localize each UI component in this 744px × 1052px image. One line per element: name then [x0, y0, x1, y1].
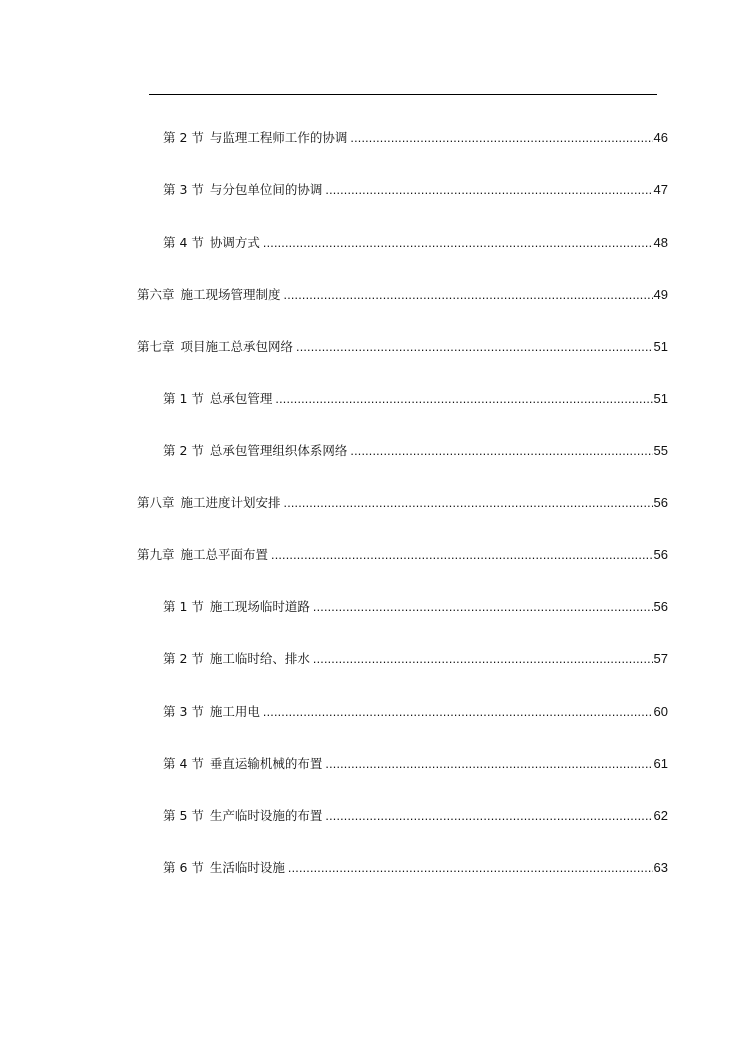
toc-entry-section[interactable] — [163, 704, 668, 720]
toc-entry-page: 56 — [653, 547, 668, 562]
toc-entry-page: 56 — [653, 495, 668, 510]
toc-entry-section[interactable] — [163, 808, 668, 824]
toc-entry-prefix: 第 3 节 — [163, 182, 204, 197]
toc-entry-page: 61 — [653, 756, 668, 771]
toc-leader-dots — [296, 339, 653, 355]
toc-entry-page: 57 — [653, 651, 668, 666]
toc-leader-dots — [325, 756, 652, 772]
toc-entry-prefix: 第九章 — [137, 547, 175, 562]
toc-entry-title: 施工现场管理制度 — [180, 287, 281, 302]
toc-entry-page: 49 — [653, 287, 668, 302]
toc-entry-section[interactable] — [163, 235, 668, 251]
toc-leader-dots — [275, 391, 652, 407]
toc-entry-title: 施工进度计划安排 — [180, 495, 281, 510]
toc-entry-chapter[interactable] — [137, 495, 668, 511]
toc-entry-section[interactable] — [163, 756, 668, 772]
toc-entry-section[interactable] — [163, 599, 668, 615]
toc-leader-dots — [288, 860, 653, 876]
toc-entry-section[interactable] — [163, 391, 668, 407]
toc-entry-title: 生活临时设施 — [209, 860, 285, 875]
toc-entry-prefix: 第六章 — [137, 287, 175, 302]
toc-entry-prefix: 第 2 节 — [163, 130, 204, 145]
toc-entry-title: 施工总平面布置 — [180, 547, 269, 562]
toc-entry-prefix: 第 4 节 — [163, 756, 204, 771]
toc-entry-page: 55 — [653, 443, 668, 458]
toc-entry-title: 施工用电 — [209, 704, 260, 719]
toc-entry-section[interactable] — [163, 130, 668, 146]
toc-entry-prefix: 第 1 节 — [163, 599, 204, 614]
toc-entry-section[interactable] — [163, 182, 668, 198]
toc-leader-dots — [313, 651, 653, 667]
toc-entry-prefix: 第 5 节 — [163, 808, 204, 823]
toc-entry-title: 生产临时设施的布置 — [209, 808, 323, 823]
toc-entry-page: 46 — [653, 130, 668, 145]
toc-entry-title: 垂直运输机械的布置 — [209, 756, 323, 771]
toc-entry-prefix: 第 6 节 — [163, 860, 204, 875]
toc-entry-title: 施工临时给、排水 — [209, 651, 310, 666]
toc-entry-title: 施工现场临时道路 — [209, 599, 310, 614]
toc-leader-dots — [284, 495, 653, 511]
toc-leader-dots — [284, 287, 653, 303]
toc-entry-prefix: 第 1 节 — [163, 391, 204, 406]
toc-entry-title: 与分包单位间的协调 — [209, 182, 323, 197]
toc-entry-chapter[interactable] — [137, 287, 668, 303]
toc-leader-dots — [325, 808, 652, 824]
toc-leader-dots — [271, 547, 653, 563]
toc-entry-chapter[interactable] — [137, 547, 668, 563]
toc-entry-prefix: 第 2 节 — [163, 651, 204, 666]
toc-entry-prefix: 第八章 — [137, 495, 175, 510]
toc-entry-title: 总承包管理组织体系网络 — [209, 443, 348, 458]
toc-entry-section[interactable] — [163, 443, 668, 459]
toc-entry-page: 51 — [653, 391, 668, 406]
toc-leader-dots — [263, 704, 653, 720]
toc-entry-chapter[interactable] — [137, 339, 668, 355]
toc-leader-dots — [350, 130, 652, 146]
toc-entry-section[interactable] — [163, 860, 668, 876]
toc-entry-page: 60 — [653, 704, 668, 719]
toc-entry-page: 47 — [653, 182, 668, 197]
toc-entry-page: 62 — [653, 808, 668, 823]
toc-entry-title: 协调方式 — [209, 235, 260, 250]
toc-entry-title: 总承包管理 — [209, 391, 273, 406]
toc-entry-prefix: 第 2 节 — [163, 443, 204, 458]
toc-entry-prefix: 第七章 — [137, 339, 175, 354]
toc-entry-title: 与监理工程师工作的协调 — [209, 130, 348, 145]
toc-leader-dots — [350, 443, 652, 459]
toc-entry-page: 51 — [653, 339, 668, 354]
toc-leader-dots — [313, 599, 653, 615]
toc-entry-title: 项目施工总承包网络 — [180, 339, 294, 354]
toc-entry-section[interactable] — [163, 651, 668, 667]
toc-entry-page: 56 — [653, 599, 668, 614]
toc-leader-dots — [263, 235, 653, 251]
toc-entry-prefix: 第 3 节 — [163, 704, 204, 719]
toc-entry-page: 48 — [653, 235, 668, 250]
toc-leader-dots — [325, 182, 652, 198]
toc-entry-page: 63 — [653, 860, 668, 875]
toc-entry-prefix: 第 4 节 — [163, 235, 204, 250]
